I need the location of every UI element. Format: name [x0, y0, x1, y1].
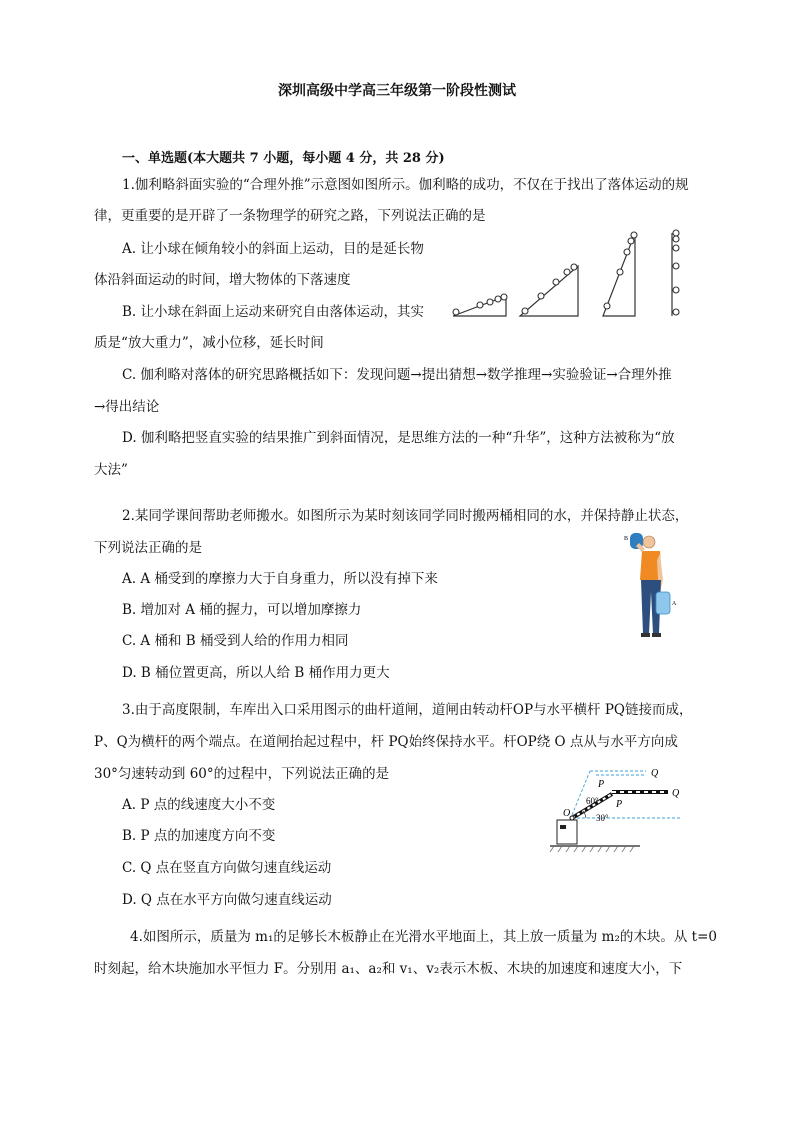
q1-option-b-line-2: 质是“放大重力”，减小位移，延长时间 — [94, 335, 324, 351]
gate-post — [557, 820, 577, 844]
q1-option-a-line-1: A. 让小球在倾角较小的斜面上运动，目的是延长物 — [122, 241, 424, 257]
q1-option-d-line-2: 大法” — [94, 462, 128, 478]
label-p: P — [616, 799, 623, 810]
q1-stem-line-2: 律，更重要的是开辟了一条物理学的研究之路，下列说法正确的是 — [94, 208, 486, 224]
label-q-raised: Q — [651, 768, 659, 779]
q4-stem-line-2: 时刻起，给木块施加水平恒力 F。分别用 a₁、a₂和 v₁、v₂表示木板、木块的加速度和速度大小，下 — [94, 961, 683, 977]
head-icon — [643, 536, 655, 548]
label-angle-60: 60° — [586, 796, 599, 806]
section-heading: 一、单选题(本大题共 7 小题，每小题 4 分，共 28 分) — [122, 151, 445, 166]
q3-stem-line-2: P、Q为横杆的两个端点。在道闸抬起过程中，杆 PQ始终保持水平。杆OP绕 O 点从与水平方向成 — [94, 734, 678, 750]
q1-option-b-line-1: B. 让小球在斜面上运动来研究自由落体运动，其实 — [122, 304, 425, 320]
q2-option-b: B. 增加对 A 桶的握力，可以增加摩擦力 — [122, 602, 362, 618]
q3-stem-line-3: 30°匀速转动到 60°的过程中，下列说法正确的是 — [94, 766, 390, 782]
q4-stem-line-1: 4.如图所示，质量为 m₁的足够长木板静止在光滑水平地面上，其上放一质量为 m₂的木块。从 t=0 — [130, 929, 718, 945]
q2-stem-line-1: 2.某同学课间帮助老师搬水。如图所示为某时刻该同学同时搬两桶相同的水，并保持静止状态， — [122, 508, 689, 524]
label-q: Q — [672, 788, 680, 799]
q2-stem-line-2: 下列说法正确的是 — [94, 540, 202, 556]
q3-option-b: B. P 点的加速度方向不变 — [122, 828, 276, 844]
q3-stem-line-1: 3.由于高度限制，车库出入口采用图示的曲杆道闸，道闸由转动杆OP与水平横杆 PQ链接而成， — [122, 702, 693, 718]
bucket-a-label: A — [672, 601, 677, 607]
page-title: 深圳高级中学高三年级第一阶段性测试 — [278, 83, 516, 99]
q3-option-c: C. Q 点在竖直方向做匀速直线运动 — [122, 860, 332, 876]
water-carrier-figure — [622, 530, 684, 640]
q1-option-a-line-2: 体沿斜面运动的时间，增大物体的下落速度 — [94, 272, 351, 288]
q1-option-c-line-1: C. 伽利略对落体的研究思路概括如下：发现问题→提出猜想→数学推理→实验验证→合理外推 — [122, 367, 672, 383]
q2-option-d: D. B 桶位置更高，所以人给 B 桶作用力更大 — [122, 665, 390, 681]
q1-option-c-line-2: →得出结论 — [94, 399, 160, 415]
q3-option-d: D. Q 点在水平方向做匀速直线运动 — [122, 892, 332, 908]
barrier-gate-figure — [550, 762, 690, 856]
q1-stem-line-1: 1.伽利略斜面实验的“合理外推”示意图如图所示。伽利略的成功，不仅在于找出了落体运动的规 — [122, 177, 689, 193]
q2-option-c: C. A 桶和 B 桶受到人给的作用力相同 — [122, 633, 349, 649]
q1-option-d-line-1: D. 伽利略把竖直实验的结果推广到斜面情况，是思维方法的一种“升华”，这种方法被称为“放 — [122, 430, 675, 446]
q3-option-a: A. P 点的线速度大小不变 — [122, 797, 276, 813]
label-p-raised: P — [598, 779, 605, 790]
incline-experiment-figure — [450, 228, 690, 320]
label-angle-30: 30° — [596, 813, 609, 823]
label-o: O — [563, 808, 571, 819]
bucket-b-label: B — [624, 536, 629, 542]
bucket-a-icon — [656, 592, 670, 614]
q2-option-a: A. A 桶受到的摩擦力大于自身重力，所以没有掉下来 — [122, 571, 438, 587]
